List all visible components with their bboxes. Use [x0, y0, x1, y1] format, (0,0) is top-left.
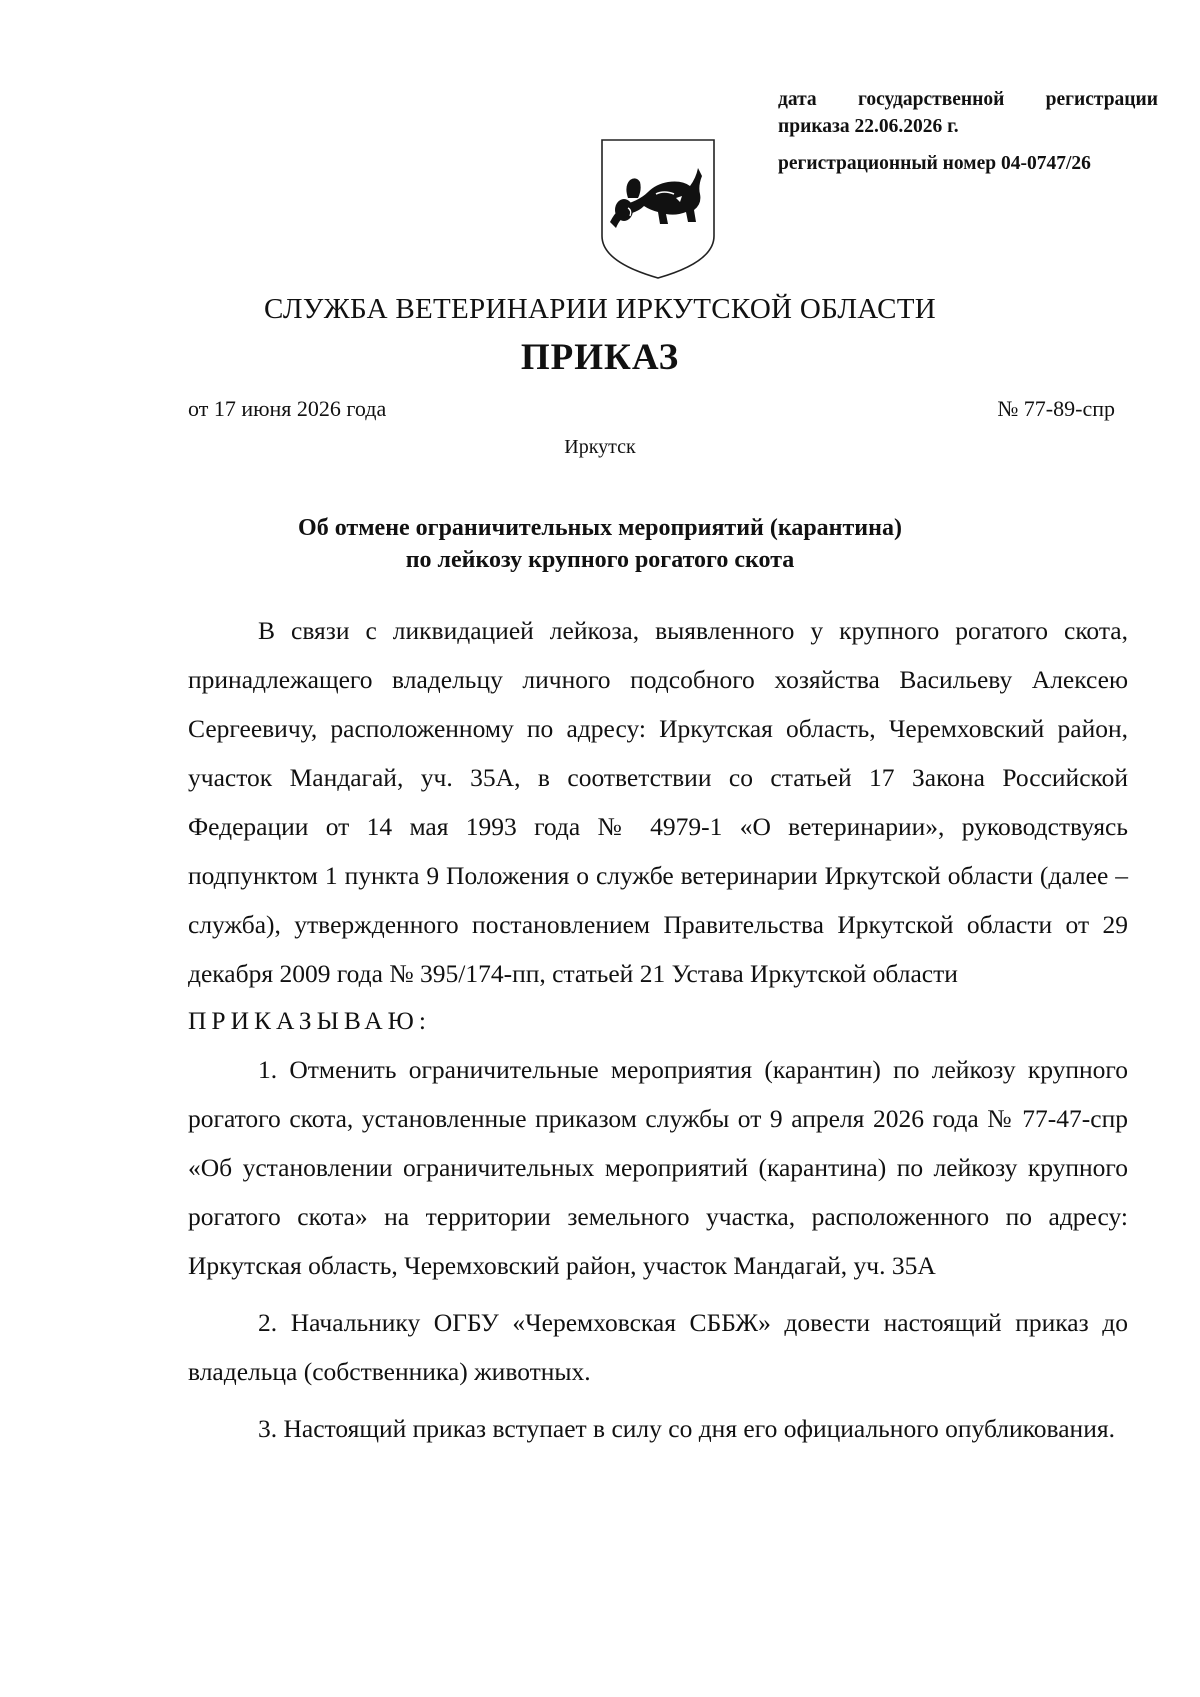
coat-of-arms-icon [598, 136, 718, 282]
subject-line-1: Об отмене ограничительных мероприятий (карантина) [298, 515, 902, 541]
preamble-paragraph: В связи с ликвидацией лейкоза, выявленного у крупного рогатого скота, принадлежащего владельцу личного подсобного хозяйства Васильеву Алексею Сергеевичу, расположенному по адресу: Иркутская область, Черемховский район, участок Мандагай, уч. 35А, в соответствии со статьей 17 Закона Российской Федерации от 14 мая 1993 года № 4979-1 «О ветеринарии», руководствуясь подпунктом 1 пункта 9 Положения о службе ветеринарии Иркутской области (далее – служба), утвержденного постановлением Правительства Иркутской области от 29 декабря 2009 года № 395/174-пп, статьей 21 Устава Иркутской области [188, 616, 1128, 988]
registration-date-label: дата государственной регистрации [778, 89, 1158, 110]
order-item-1: 1. Отменить ограничительные мероприятия (карантин) по лейкозу крупного рогатого скота, установленные приказом службы от 9 апреля 2026 года № 77-47-спр «Об установлении ограничительных мероприятий (карантина) по лейкозу крупного рогатого скота» на территории земельного участка, расположенного по адресу: Иркутская область, Черемховский район, участок Мандагай, уч. 35А [188, 1055, 1128, 1280]
registration-block [778, 86, 1158, 177]
order-item-2: 2. Начальнику ОГБУ «Черемховская СББЖ» довести настоящий приказ до владельца (собственника) животных. [188, 1308, 1128, 1386]
subject-line-2: по лейкозу крупного рогатого скота [405, 547, 795, 573]
order-item-3: 3. Настоящий приказ вступает в силу со дня его официального опубликования. [258, 1414, 1115, 1443]
order-body [188, 606, 1128, 1453]
city: Иркутск [564, 436, 636, 458]
organization-name: СЛУЖБА ВЕТЕРИНАРИИ ИРКУТСКОЙ ОБЛАСТИ [264, 293, 936, 325]
order-subject [0, 512, 1200, 576]
order-date: от 17 июня 2026 года [188, 396, 387, 421]
registration-number: регистрационный номер 04-0747/26 [778, 153, 1091, 174]
order-directive: ПРИКАЗЫВАЮ: [188, 1006, 431, 1035]
document-type: ПРИКАЗ [520, 337, 680, 378]
order-number: № 77-89-спр [997, 396, 1115, 421]
registration-date: приказа 22.06.2026 г. [778, 116, 959, 137]
